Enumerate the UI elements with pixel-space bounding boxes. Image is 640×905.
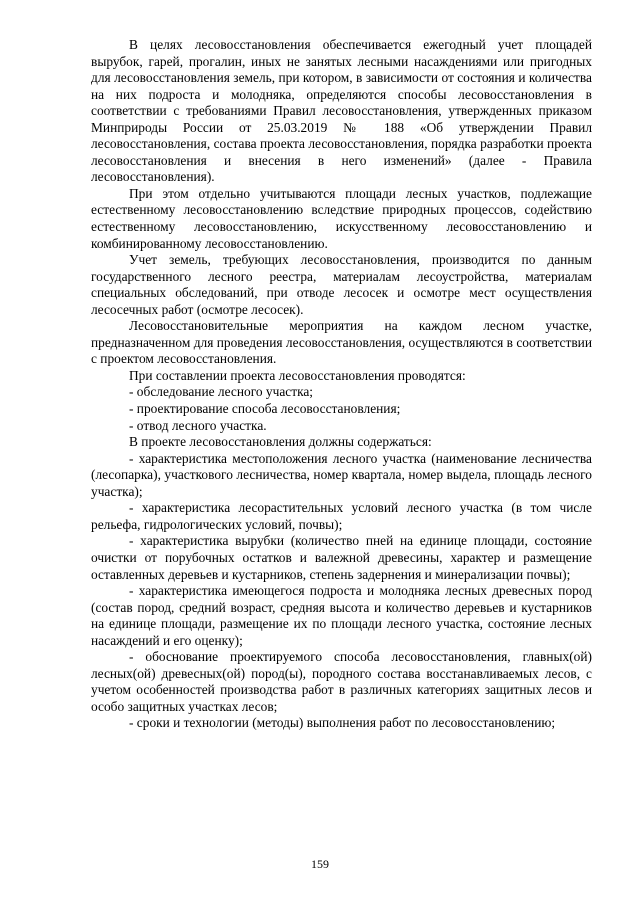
list-item-allotment: - отвод лесного участка. <box>129 417 267 433</box>
page-number: 159 <box>311 857 329 871</box>
paragraph-intro: В целях лесовосстановления обеспечивается ежегодный учет площадей вырубок, гарей, прогалин, иных не занятых лесными насаждениями или пригодных для лесовосстановления земель, при котором, в зависимости от состояния и количества на них подроста и молодняка, определяются способы лесовосстановления в соответствии с требованиями Правил лесовосстановления, утвержденных приказом Минприроды России от 25.03.2019 № 188 «Об утверждении Правил лесовосстановления, состава проекта лесовосстановления, порядка разработки проекта лесовосстановления и внесения в него изменений» (далее - Правила лесовосстановления). <box>91 37 592 185</box>
list-item-location: - характеристика местоположения лесного участка (наименование лесничества (лесопарка), участкового лесничества, номер квартала, номер выдела, площадь лесного участка); <box>91 450 592 499</box>
paragraph-land-accounting: Учет земель, требующих лесовосстановления, производится по данным государственного лесного реестра, материалам лесоустройства, материалам специальных обследований, при отводе лесосек и осмотре мест осуществления лесосечных работ (осмотре лесосек). <box>91 252 592 317</box>
list-item-undergrowth: - характеристика имеющегося подроста и молодняка лесных древесных пород (состав пород, средний возраст, средняя высота и количество деревьев и кустарников на единице площади, размещение их по площади лесного участка, состояние лесных насаждений и его оценку); <box>91 583 592 648</box>
paragraph-areas: При этом отдельно учитываются площади лесных участков, подлежащие естественному лесовосстановлению вследствие природных процессов, содействию естественному лесовосстановлению, искусственному лесовосстановлению и комбинированному лесовосстановлению. <box>91 185 592 251</box>
list-item-timing: - сроки и технологии (методы) выполнения работ по лесовосстановлению; <box>129 715 556 731</box>
list-item-design: - проектирование способа лесовосстановления; <box>129 401 401 417</box>
list-item-clearing: - характеристика вырубки (количество пней на единице площади, состояние очистки от порубочных остатков и валежной древесины, характер и размещение оставленных деревьев и кустарников, степень задернения и минерализации почвы); <box>91 533 592 582</box>
list-item-justification: - обоснование проектируемого способа лесовосстановления, главных(ой) лесных(ой) древесных(ой) пород(ы), породного состава восстанавливаемых лесов, с учетом особенностей производства работ в различных категориях защитных лесов и особо защитных участках лесов; <box>91 649 592 714</box>
paragraph-project-steps-heading: При составлении проекта лесовосстановления проводятся: <box>129 367 466 383</box>
list-item-survey: - обследование лесного участка; <box>129 384 314 400</box>
list-item-growing-conditions: - характеристика лесорастительных условий лесного участка (в том числе рельефа, гидрологических условий, почвы); <box>91 500 592 532</box>
paragraph-project-content-heading: В проекте лесовосстановления должны содержаться: <box>129 434 432 450</box>
paragraph-measures: Лесовосстановительные мероприятия на каждом лесном участке, предназначенном для проведения лесовосстановления, осуществляются в соответствии с проектом лесовосстановления. <box>91 318 592 367</box>
body-text <box>91 37 592 732</box>
